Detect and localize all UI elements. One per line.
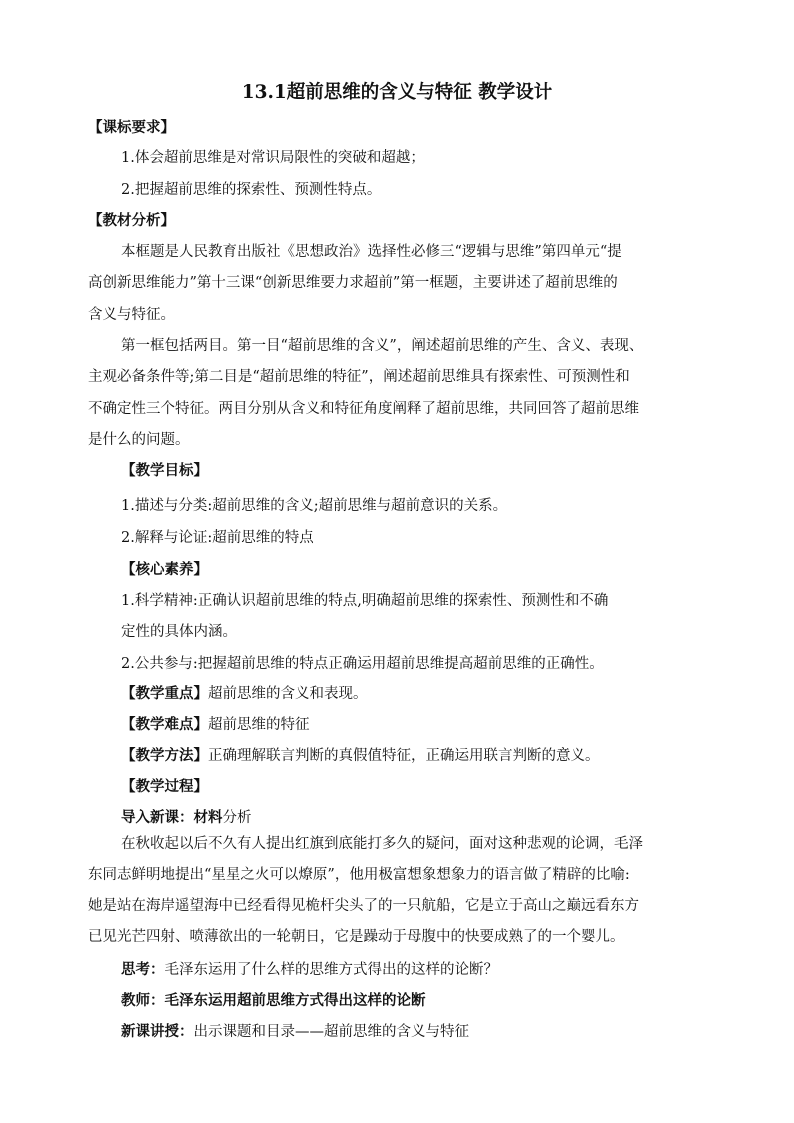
heading-jiaocai: 【教材分析】 bbox=[88, 212, 175, 229]
teacher-line bbox=[121, 991, 426, 1011]
new-lesson-label: 新课讲授： bbox=[121, 1023, 194, 1040]
intro-line bbox=[121, 808, 252, 828]
teacher-text: 毛泽东运用超前思维方式得出这样的论断 bbox=[164, 992, 426, 1009]
material-line-3: 她是站在海岸遥望海中已经看得见桅杆尖头了的一只航船，它是立于高山之巅远看东方 bbox=[88, 898, 639, 914]
mubiao-item-2: 2.解释与论证:超前思维的特点 bbox=[121, 530, 314, 546]
jiaocai-p1-line-1: 本框题是人民教育出版社《思想政治》选择性必修三“逻辑与思维”第四单元“提 bbox=[121, 244, 622, 260]
jiaocai-p2-line-3: 不确定性三个特征。两目分别从含义和特征角度阐释了超前思维，共同回答了超前思维 bbox=[88, 401, 639, 417]
fangfa-label: 【教学方法】 bbox=[121, 747, 208, 764]
intro-bold: 材料 bbox=[193, 809, 223, 826]
think-label: 思考： bbox=[121, 961, 165, 978]
jiaocai-p2-line-4: 是什么的问题。 bbox=[88, 432, 190, 448]
fangfa-line bbox=[121, 746, 600, 766]
suyang-item-2: 2.公共参与:把握超前思维的特点正确运用超前思维提高超前思维的正确性。 bbox=[121, 656, 604, 672]
document-title: 13.1超前思维的含义与特征 教学设计 bbox=[241, 82, 553, 103]
suyang-item-1a: 1.科学精神:正确认识超前思维的特点,明确超前思维的探索性、预测性和不确 bbox=[121, 593, 609, 609]
nandian-line bbox=[121, 715, 310, 735]
fangfa-text: 正确理解联言判断的真假值特征，正确运用联言判断的意义。 bbox=[208, 748, 600, 764]
material-line-1: 在秋收起以后不久有人提出红旗到底能打多久的疑问，面对这种悲观的论调，毛泽 bbox=[121, 836, 643, 852]
zhongdian-line bbox=[121, 684, 368, 704]
jiaocai-p1-line-2: 高创新思维能力”第十三课“创新思维要力求超前”第一框题，主要讲述了超前思维的 bbox=[88, 275, 618, 291]
think-line bbox=[121, 960, 498, 980]
heading-kebiao: 【课标要求】 bbox=[88, 119, 175, 136]
jiaocai-p2-line-1: 第一框包括两目。第一目“超前思维的含义”，阐述超前思维的产生、含义、表现、 bbox=[121, 338, 644, 354]
new-lesson-line bbox=[121, 1022, 469, 1042]
nandian-text: 超前思维的特征 bbox=[208, 717, 310, 733]
material-line-2: 东同志鲜明地提出“星星之火可以燎原”，他用极富想象想象力的语言做了精辟的比喻: bbox=[88, 867, 630, 883]
mubiao-item-1: 1.描述与分类:超前思维的含义;超前思维与超前意识的关系。 bbox=[121, 498, 508, 514]
teacher-label: 教师： bbox=[121, 992, 165, 1009]
heading-mubiao: 【教学目标】 bbox=[121, 462, 208, 479]
nandian-label: 【教学难点】 bbox=[121, 716, 208, 733]
jiaocai-p2-line-2: 主观必备条件等;第二目是“超前思维的特征”，阐述超前思维具有探索性、可预测性和 bbox=[88, 369, 630, 385]
intro-text: 分析 bbox=[222, 810, 252, 826]
zhongdian-text: 超前思维的含义和表现。 bbox=[208, 686, 368, 702]
think-text: 毛泽东运用了什么样的思维方式得出的这样的论断？ bbox=[164, 962, 498, 978]
jiaocai-p1-line-3: 含义与特征。 bbox=[88, 307, 175, 323]
heading-guocheng: 【教学过程】 bbox=[121, 778, 208, 795]
material-line-4: 已见光芒四射、喷薄欲出的一轮朝日，它是躁动于母腹中的快要成熟了的一个婴儿。 bbox=[88, 929, 625, 945]
new-lesson-text: 出示课题和目录——超前思维的含义与特征 bbox=[193, 1024, 469, 1040]
intro-label: 导入新课： bbox=[121, 809, 194, 826]
zhongdian-label: 【教学重点】 bbox=[121, 685, 208, 702]
suyang-item-1b: 定性的具体内涵。 bbox=[121, 624, 237, 640]
heading-suyang: 【核心素养】 bbox=[121, 561, 208, 578]
kebiao-item-1: 1.体会超前思维是对常识局限性的突破和超越； bbox=[121, 150, 425, 166]
kebiao-item-2: 2.把握超前思维的探索性、预测性特点。 bbox=[121, 182, 382, 198]
